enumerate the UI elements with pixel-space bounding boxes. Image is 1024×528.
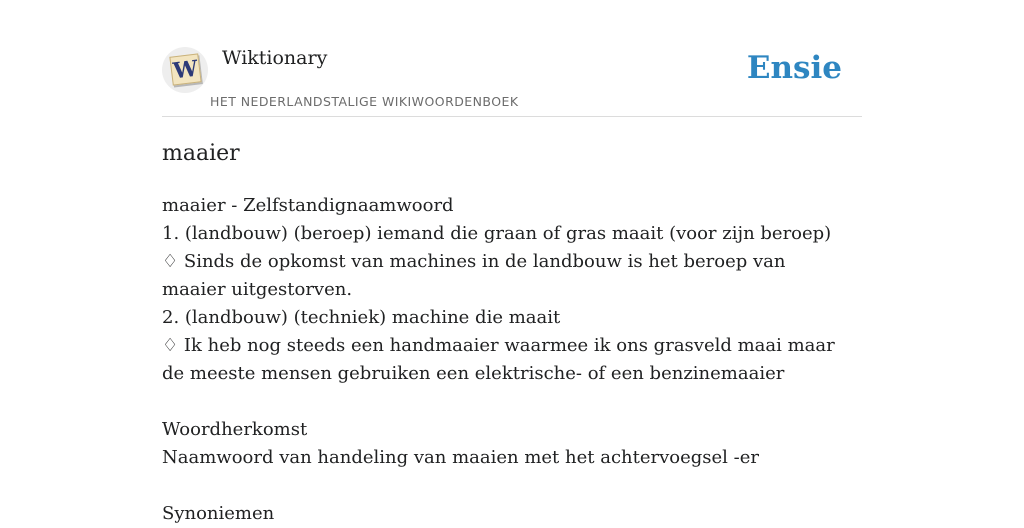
spacer — [162, 472, 842, 500]
etymology-heading: Woordherkomst — [162, 419, 308, 440]
page-title: maaier — [162, 141, 240, 166]
example-2: ♢ Ik heb nog steeds een handmaaier waarmee ik ons grasveld maai maar de meeste mensen gebruiken een elektrische- of een benzinemaaier — [162, 335, 835, 384]
site-name[interactable]: Wiktionary — [222, 47, 328, 69]
spacer — [162, 388, 842, 416]
ensie-brand-link[interactable]: Ensie — [746, 50, 842, 86]
site-header — [162, 44, 862, 117]
wiktionary-logo-icon[interactable] — [162, 47, 208, 93]
entry-heading: maaier - Zelfstandignaamwoord — [162, 195, 454, 216]
example-1: ♢ Sinds de opkomst van machines in de landbouw is het beroep van maaier uitgestorven. — [162, 251, 786, 300]
sense-1: 1. (landbouw) (beroep) iemand die graan of gras maait (voor zijn beroep) — [162, 223, 832, 244]
site-tagline: HET NEDERLANDSTALIGE WIKIWOORDENBOEK — [210, 94, 519, 109]
entry-content — [162, 192, 842, 528]
logo-letter: W — [171, 55, 200, 85]
etymology-text: Naamwoord van handeling van maaien met het achtervoegsel -er — [162, 447, 759, 468]
letter-tile-icon — [169, 53, 201, 85]
synonyms-heading: Synoniemen — [162, 503, 275, 524]
sense-2: 2. (landbouw) (techniek) machine die maait — [162, 307, 561, 328]
